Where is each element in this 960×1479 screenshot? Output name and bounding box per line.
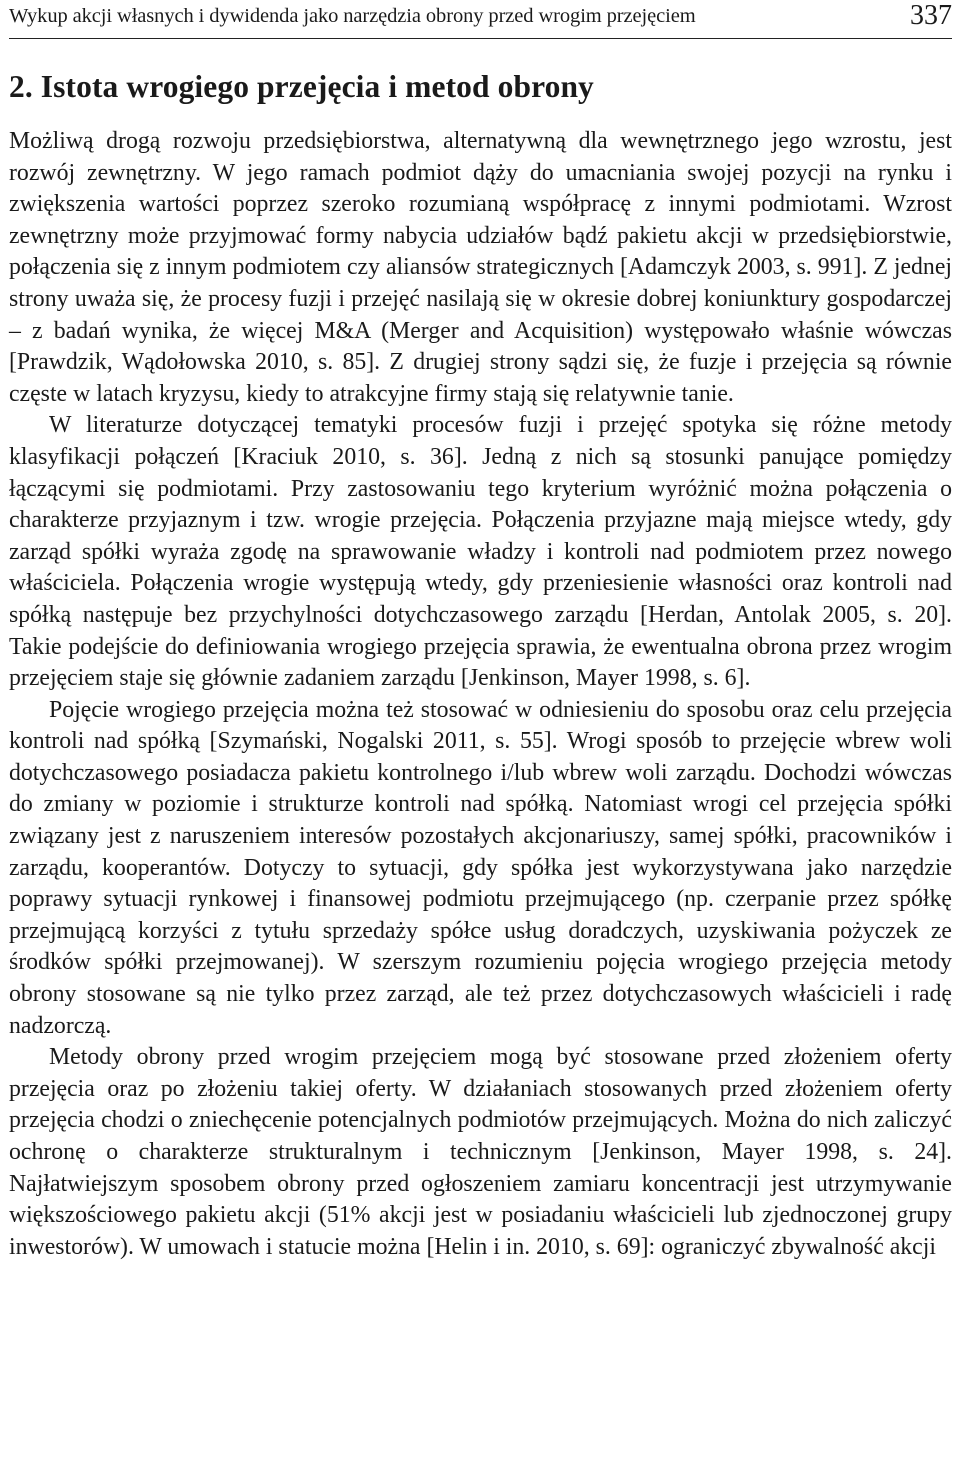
- paragraph-1: Możliwą drogą rozwoju przedsiębiorstwa, alternatywną dla wewnętrznego jego wzrostu, jest rozwój zewnętrzny. W jego ramach podmiot dąży do umacniania swojej pozycji na rynku i zwiększenia wartości poprzez szeroko rozumianą współpracę z innymi podmiotami. Wzrost zewnętrzny może przyjmować formy nabycia udziałów bądź pakietu akcji w przedsiębiorstwie, połączenia się z innym podmiotem czy aliansów strategicznych [Adamczyk 2003, s. 991]. Z jednej strony uważa się, że procesy fuzji i przejęć nasilają się w okresie dobrej koniunktury gospodarczej – z badań wynika, że więcej M&A (Merger and Acquisition) występowało właśnie wówczas [Prawdzik, Wądołowska 2010, s. 85]. Z drugiej strony sądzi się, że fuzje i przejęcia są równie częste w latach kryzysu, kiedy to atrakcyjne firmy stają się relatywnie tanie.: [9, 128, 952, 407]
- paragraph-2: W literaturze dotyczącej tematyki procesów fuzji i przejęć spotyka się różne metody klasyfikacji połączeń [Kraciuk 2010, s. 36]. Jedną z nich są stosunki panujące pomiędzy łączącymi się podmiotami. Przy zastosowaniu tego kryterium wyróżnić można połączenia o charakterze przyjaznym i tzw. wrogie przejęcia. Połączenia przyjazne mają miejsce wtedy, gdy zarząd spółki wyraża zgodę na sprawowanie władzy i kontroli nad podmiotem przez nowego właściciela. Połączenia wrogie występują wtedy, gdy przeniesienie własności oraz kontroli nad spółką następuje bez przychylności dotychczasowego zarządu [Herdan, Antolak 2005, s. 20]. Takie podejście do definiowania wrogiego przejęcia sprawia, że ewentualna obrona przez wrogim przejęciem staje się głównie zadaniem zarządu [Jenkinson, Mayer 1998, s. 6].: [9, 412, 952, 692]
- running-header: [9, 0, 952, 39]
- paragraph-4: Metody obrony przed wrogim przejęciem mogą być stosowane przed złożeniem oferty przejęcia oraz po złożeniu takiej oferty. W działaniach stosowanych przed złożeniem oferty przejęcia chodzi o zniechęcenie potencjalnych podmiotów przejmujących. Można do nich zaliczyć ochronę o charakterze strukturalnym i technicznym [Jenkinson, Mayer 1998, s. 24]. Najłatwiejszym sposobem obrony przed ogłoszeniem zamiaru koncentracji jest utrzymywanie większościowego pakietu akcji (51% akcji jest w posiadaniu właścicieli lub zjednoczonej grupy inwestorów). W umowach i statucie można [Helin i in. 2010, s. 69]: ograniczyć zbywalność akcji: [9, 1044, 952, 1260]
- paragraph-3: Pojęcie wrogiego przejęcia można też stosować w odniesieniu do sposobu oraz celu przejęcia kontroli nad spółką [Szymański, Nogalski 2011, s. 55]. Wrogi sposób to przejęcie wbrew woli dotychczasowego posiadacza pakietu kontrolnego i/lub wbrew woli zarządu. Dochodzi wówczas do zmiany w poziomie i strukturze kontroli nad spółką. Natomiast wrogi cel przejęcia spółki związany jest z naruszeniem interesów pozostałych akcjonariuszy, samej spółki, pracowników i zarządu, kooperantów. Dotyczy to sytuacji, gdy spółka jest wykorzystywana jako narzędzie poprawy sytuacji rynkowej i finansowej podmiotu przejmującego (np. czerpanie przez spółkę przejmującą korzyści z tytułu sprzedaży spółce usług doradczych, uzyskiwania pożyczek ze środków spółki przejmowanej). W szerszym rozumieniu pojęcia wrogiego przejęcia metody obrony stosowane są nie tylko przez zarząd, ale też przez dotychczasowych właścicieli i radę nadzorczą.: [9, 696, 952, 1039]
- body-text: [9, 126, 952, 1263]
- document-page: [9, 0, 952, 1263]
- section-heading: 2. Istota wrogiego przejęcia i metod obrony: [9, 69, 594, 104]
- page-number: 337: [910, 0, 952, 31]
- running-title: Wykup akcji własnych i dywidenda jako narzędzia obrony przed wrogim przejęciem: [9, 5, 696, 27]
